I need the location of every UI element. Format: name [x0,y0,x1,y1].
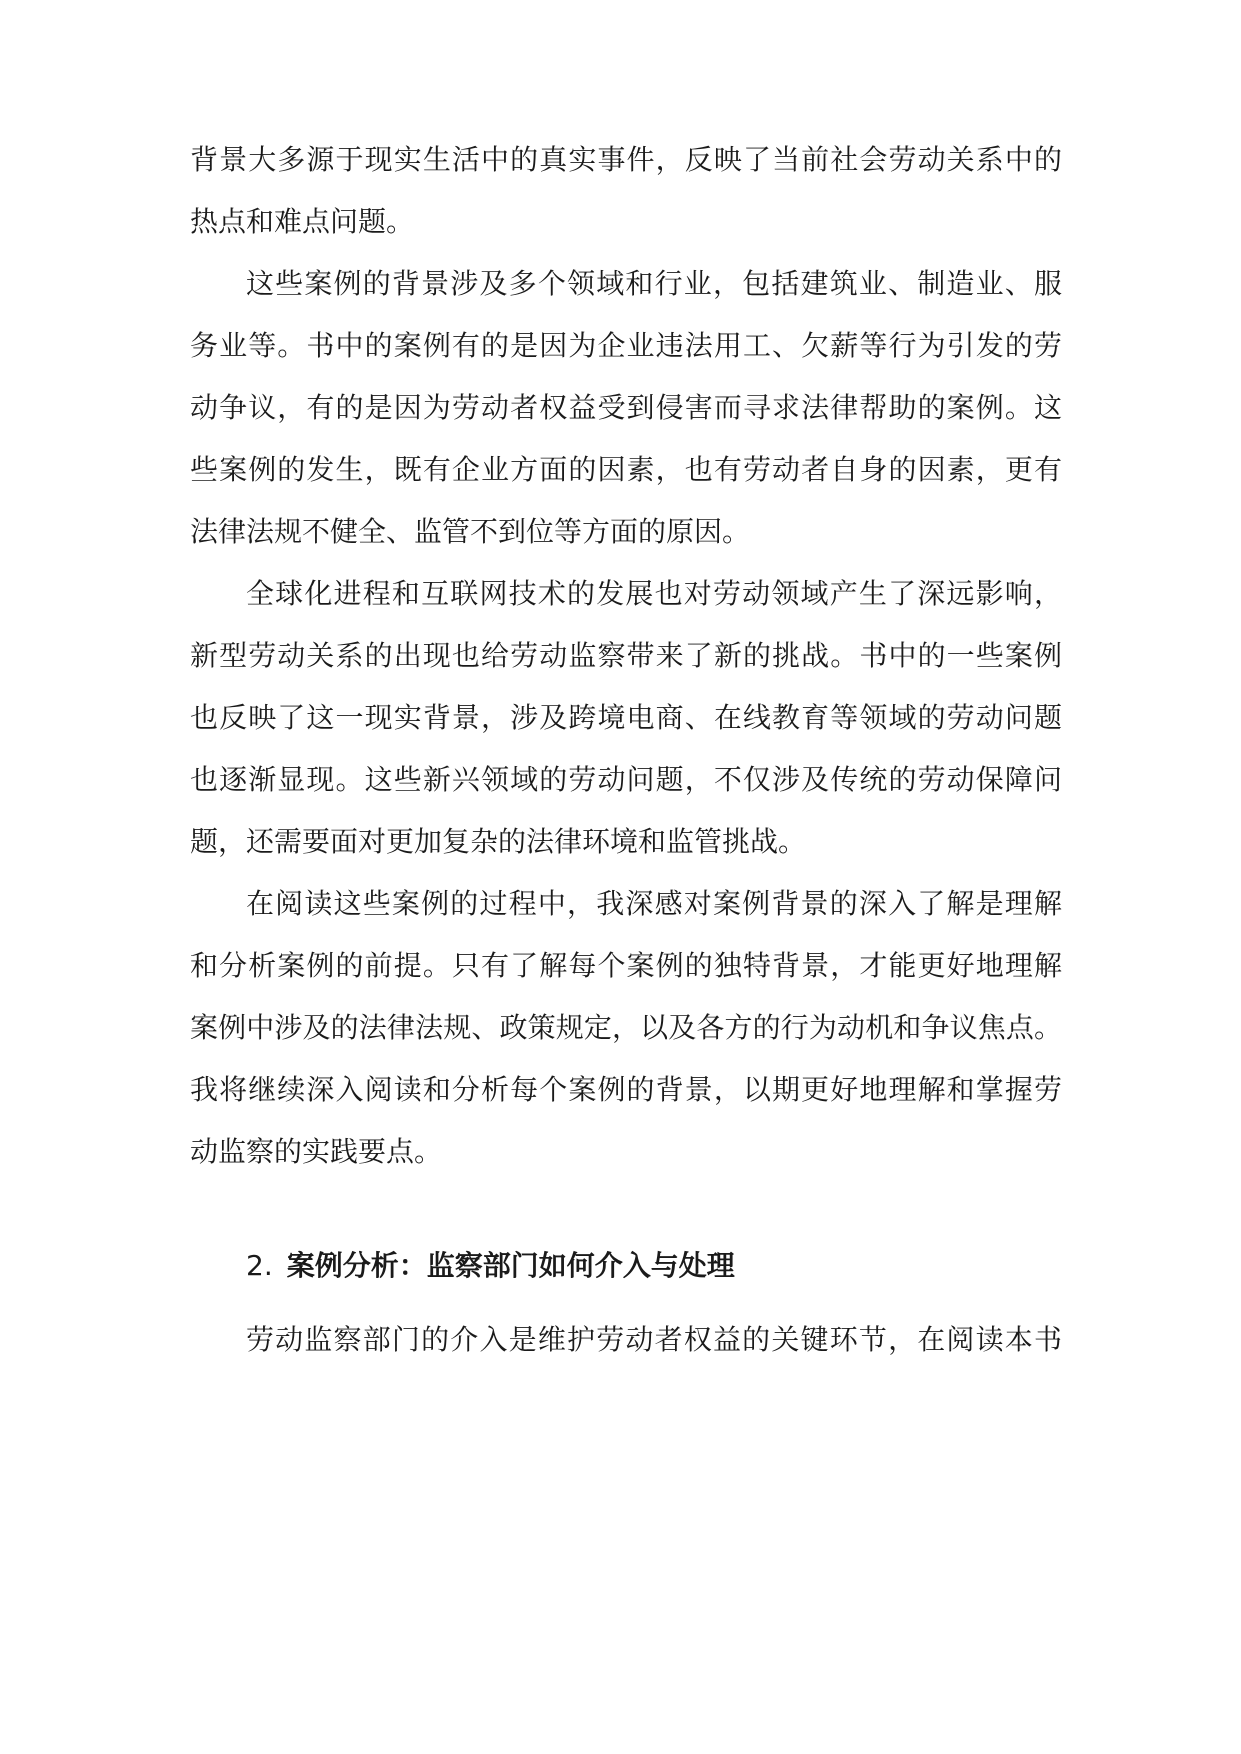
text-line: 热点和难点问题。 [190,205,415,238]
text-line: 也反映了这一现实背景，涉及跨境电商、在线教育等领域的劳动问题 [190,701,1062,734]
text-line: 这些案例的背景涉及多个领域和行业，包括建筑业、制造业、服 [246,267,1062,300]
text-line: 案例中涉及的法律法规、政策规定，以及各方的行为动机和争议焦点。 [190,1011,1062,1044]
section-number: 2. [246,1249,273,1282]
text-line: 也逐渐显现。这些新兴领域的劳动问题，不仅涉及传统的劳动保障问 [190,763,1062,796]
section-heading [246,1248,735,1284]
text-line: 法律法规不健全、监管不到位等方面的原因。 [190,515,751,548]
text-line: 劳动监察部门的介入是维护劳动者权益的关键环节，在阅读本书 [246,1323,1062,1356]
text-line: 和分析案例的前提。只有了解每个案例的独特背景，才能更好地理解 [190,949,1062,982]
text-line: 背景大多源于现实生活中的真实事件，反映了当前社会劳动关系中的 [190,143,1062,176]
text-line: 新型劳动关系的出现也给劳动监察带来了新的挑战。书中的一些案例 [190,639,1062,672]
section-title: 案例分析：监察部门如何介入与处理 [286,1249,735,1282]
text-line: 全球化进程和互联网技术的发展也对劳动领域产生了深远影响， [246,577,1062,610]
text-line: 我将继续深入阅读和分析每个案例的背景，以期更好地理解和掌握劳 [190,1073,1062,1106]
text-line: 些案例的发生，既有企业方面的因素，也有劳动者自身的因素，更有 [190,453,1062,486]
text-line: 务业等。书中的案例有的是因为企业违法用工、欠薪等行为引发的劳 [190,329,1062,362]
text-line: 动争议，有的是因为劳动者权益受到侵害而寻求法律帮助的案例。这 [190,391,1062,424]
text-line: 动监察的实践要点。 [190,1135,443,1168]
text-line: 在阅读这些案例的过程中，我深感对案例背景的深入了解是理解 [246,887,1062,920]
text-line: 题，还需要面对更加复杂的法律环境和监管挑战。 [190,825,807,858]
